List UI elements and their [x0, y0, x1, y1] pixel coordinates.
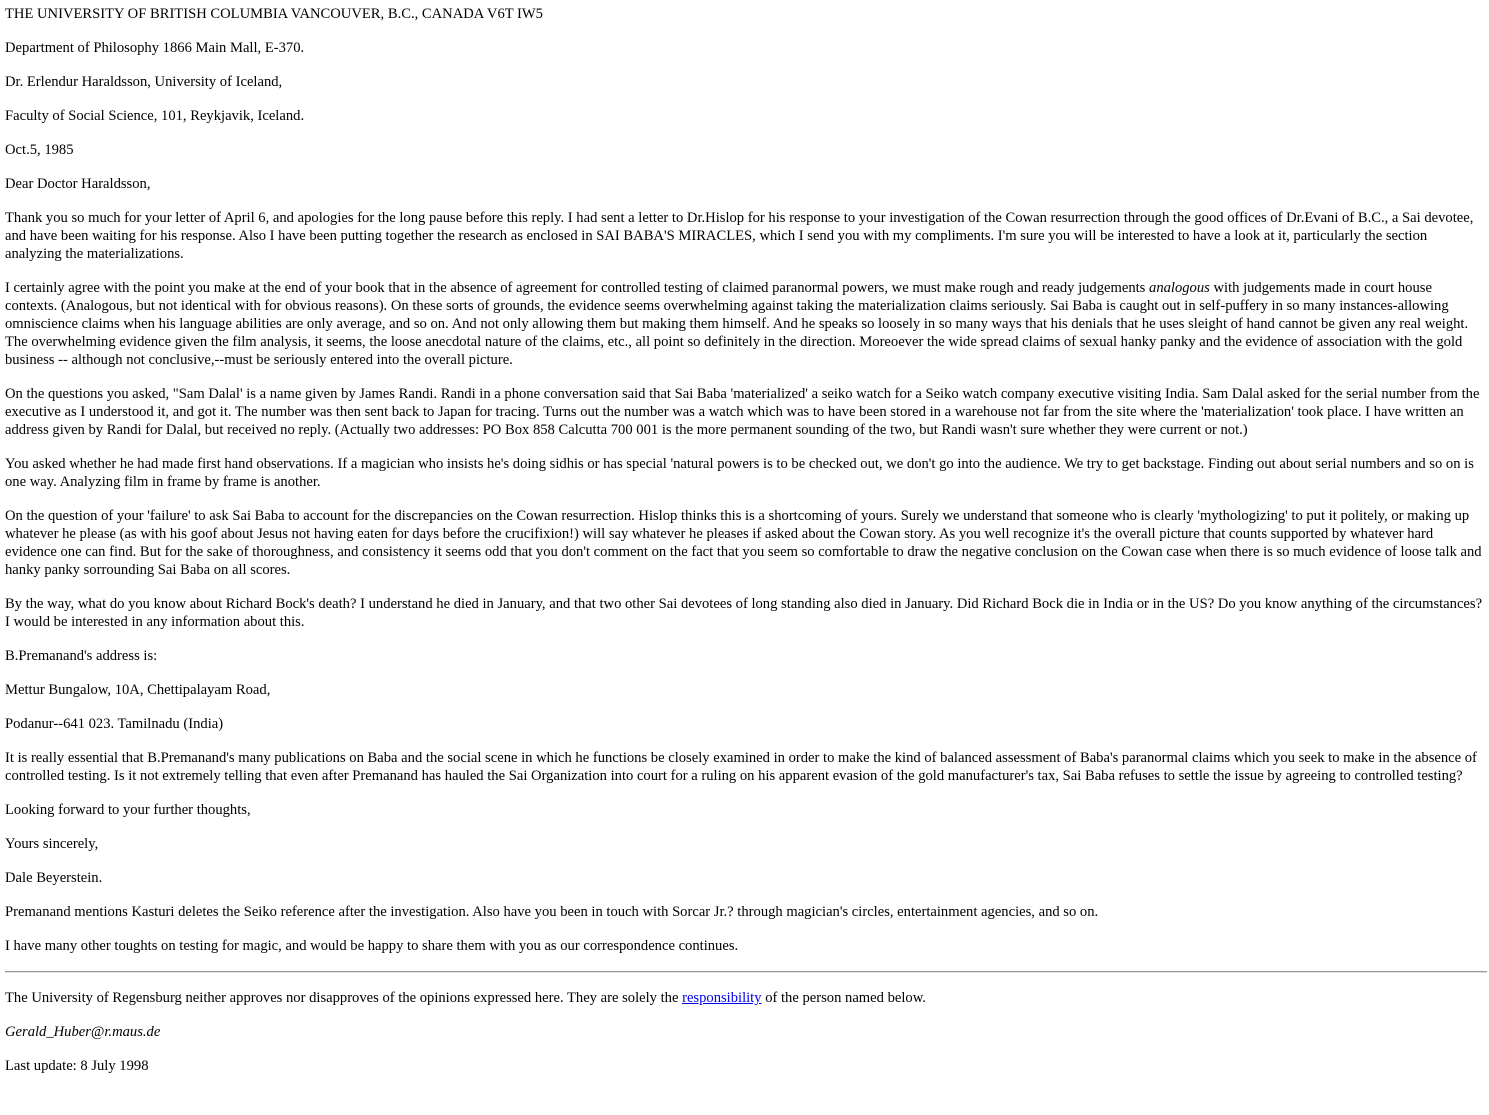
- horizontal-rule: [5, 971, 1487, 973]
- closing-line: Looking forward to your further thoughts,: [5, 802, 251, 818]
- postscript-2: I have many other toughts on testing for magic, and would be happy to share them with you as our correspondence continues.: [5, 938, 739, 954]
- paragraph-4: You asked whether he had made first hand observations. If a magician who insists he's doing sidhis or has special 'natural powers is to be checked out, we don't go into the audience. We try to get backstage. Finding out about serial numbers and so on is one way. Analyzing film in frame by frame is another.: [5, 456, 1474, 490]
- disclaimer-part-1: The University of Regensburg neither approves nor disapproves of the opinions expressed here. They are solely the: [5, 990, 683, 1006]
- signature: Dale Beyerstein.: [5, 870, 103, 886]
- paragraph-3: On the questions you asked, "Sam Dalal' is a name given by James Randi. Randi in a phone conversation said that Sai Baba 'materialized' a seiko watch for a Seiko watch company executive visiting India. Sam Dalal asked for the serial number from the executive as I understood it, and got it. The number was then sent back to Japan for tracing. Turns out the number was a watch which was to have been stored in a warehouse not far from the site where the 'materialization' took place. I have written an address given by Randi for Dalal, but received no reply. (Actually two addresses: PO Box 858 Calcutta 700 001 is the more permanent sounding of the two, but Randi wasn't sure whether they were current or not.): [5, 386, 1480, 438]
- paragraph-6: By the way, what do you know about Richard Bock's death? I understand he died in January, and that two other Sai devotees of long standing also died in January. Did Richard Bock die in India or in the US? Do you know anything of the circumstances? I would be interested in any information about this.: [5, 596, 1483, 630]
- department-address: Department of Philosophy 1866 Main Mall, E-370.: [5, 40, 305, 56]
- author-email-text: Gerald_Huber@r.maus.de: [5, 1024, 161, 1040]
- disclaimer-part-2: of the person named below.: [761, 990, 926, 1006]
- address-line-1: Mettur Bungalow, 10A, Chettipalayam Road,: [5, 682, 271, 698]
- letterhead: THE UNIVERSITY OF BRITISH COLUMBIA VANCOUVER, B.C., CANADA V6T IW5: [5, 6, 543, 22]
- paragraph-2: [5, 279, 1487, 369]
- complimentary-close: Yours sincerely,: [5, 836, 99, 852]
- disclaimer: [5, 989, 1487, 1007]
- paragraph-2-italic: analogous: [1149, 280, 1210, 296]
- address-line-2: Podanur--641 023. Tamilnadu (India): [5, 716, 224, 732]
- author-email: [5, 1023, 1487, 1041]
- address-intro: B.Premanand's address is:: [5, 648, 158, 664]
- paragraph-7: It is really essential that B.Premanand's many publications on Baba and the social scene in which he functions be closely examined in order to make the kind of balanced assessment of Baba's paranormal claims which you seek to make in the absence of controlled testing. Is it not extremely telling that even after Premanand has hauled the Sai Organization into court for a ruling on his apparent evasion of the gold manufacturer's tax, Sai Baba refuses to settle the issue by agreeing to controlled testing?: [5, 750, 1477, 784]
- paragraph-2-part-2: with judgements made in court house contexts. (Analogous, but not identical with for obvious reasons). On these sorts of grounds, the evidence seems overwhelming against taking the materialization claims seriously. Sai Baba is caught out in self-puffery in so many instances-allowing omniscience claims when his language abilities are only average, and so on. And not only allowing them but making them himself. And he speaks so loosely in so many ways that his denials that he uses sleight of hand cannot be given any real weight. The overwhelming evidence given the film analysis, it seems, the loose anecdotal nature of the claims, etc., all point so definitely in the direction. Moreoever the wide spread claims of sexual hanky panky and the evidence of association with the gold business -- although not conclusive,--must be seriously entered into the overall picture.: [5, 280, 1469, 368]
- recipient-address: Faculty of Social Science, 101, Reykjavik, Iceland.: [5, 108, 305, 124]
- letter-date: Oct.5, 1985: [5, 142, 74, 158]
- last-update: Last update: 8 July 1998: [5, 1058, 149, 1074]
- salutation: Dear Doctor Haraldsson,: [5, 176, 151, 192]
- paragraph-2-part-1: I certainly agree with the point you make at the end of your book that in the absence of agreement for controlled testing of claimed paranormal powers, we must make rough and ready judgements: [5, 280, 1150, 296]
- recipient-name: Dr. Erlendur Haraldsson, University of Iceland,: [5, 74, 283, 90]
- postscript-1: Premanand mentions Kasturi deletes the Seiko reference after the investigation. Also have you been in touch with Sorcar Jr.? through magician's circles, entertainment agencies, and so on.: [5, 904, 1099, 920]
- responsibility-link[interactable]: responsibility: [682, 990, 762, 1006]
- paragraph-1: Thank you so much for your letter of April 6, and apologies for the long pause before this reply. I had sent a letter to Dr.Hislop for his response to your investigation of the Cowan resurrection through the good offices of Dr.Evani of B.C., a Sai devotee, and have been waiting for his response. Also I have been putting together the research as enclosed in SAI BABA'S MIRACLES, which I send you with my compliments. I'm sure you will be interested to have a look at it, particularly the section analyzing the materializations.: [5, 210, 1474, 262]
- paragraph-5: On the question of your 'failure' to ask Sai Baba to account for the discrepancies on the Cowan resurrection. Hislop thinks this is a shortcoming of yours. Surely we understand that someone who is clearly 'mythologizing' to put it politely, or making up whatever he please (as with his goof about Jesus not having eaten for days before the crucifixion!) will say whatever he pleases if asked about the Cowan story. As you well recognize it's the overall picture that counts supported by whatever hard evidence one can find. But for the sake of thoroughness, and consistency it seems odd that you don't comment on the fact that you seem so comfortable to draw the negative conclusion on the Cowan case when there is so much evidence of loose talk and hanky panky sorrounding Sai Baba on all scores.: [5, 508, 1482, 578]
